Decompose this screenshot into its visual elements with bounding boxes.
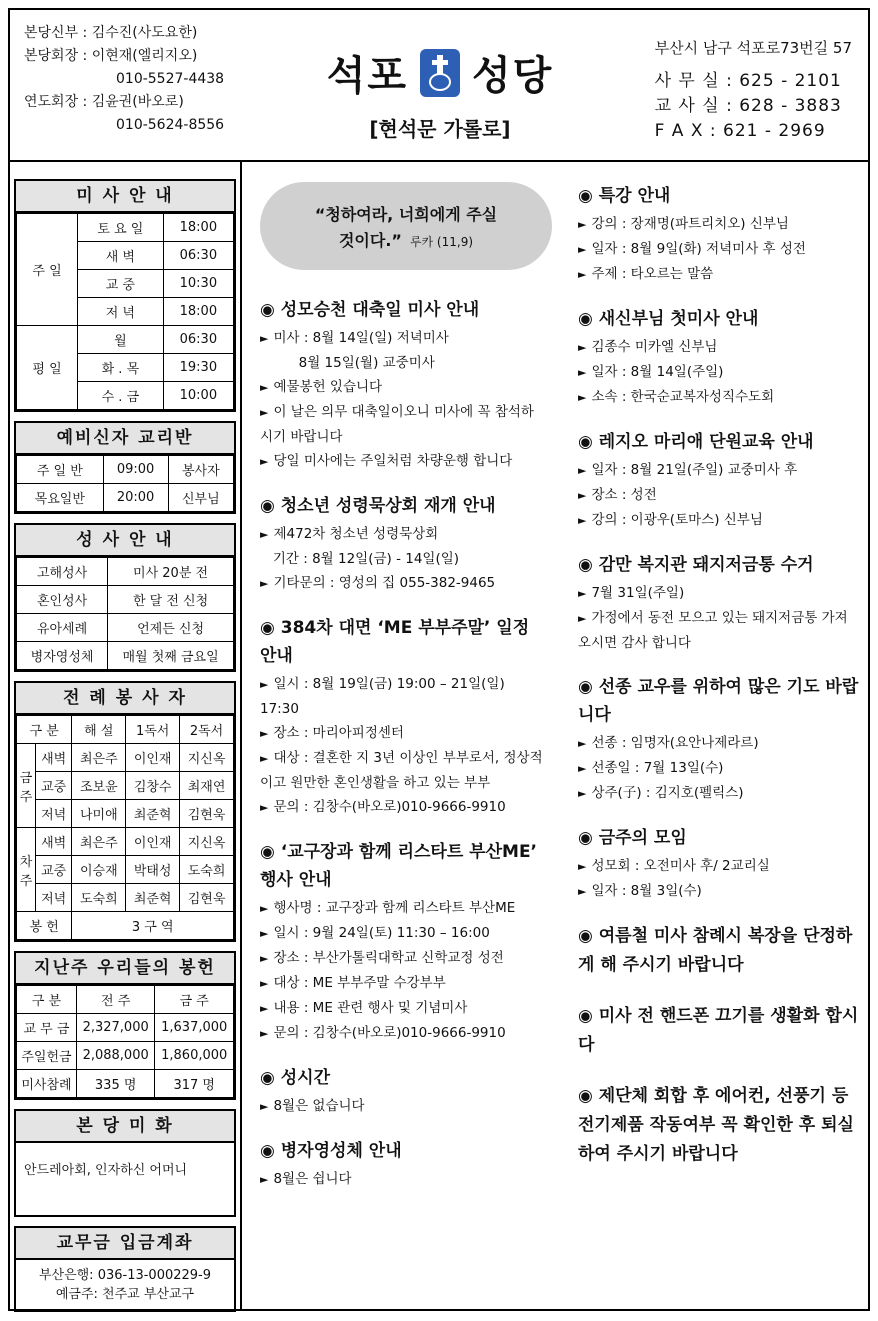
title-right: 성당 — [472, 53, 554, 99]
table-cell: 지신옥 — [180, 828, 234, 856]
bold-notice: ◉ 여름철 미사 참례시 복장을 단정하게 해 주시기 바랍니다 — [578, 926, 853, 975]
notice-item: ► 일자 : 8월 14일(주일) — [578, 360, 860, 385]
church-title — [310, 44, 570, 142]
notice-item: ► 주제 : 타오르는 말씀 — [578, 262, 860, 287]
notice-item: 8월 15일(월) 교중미사 — [260, 355, 435, 371]
notice-item: ► 일시 : 8월 19일(금) 19:00 – 21일(일) 17:30 — [260, 672, 546, 721]
table-cell: 봉사자 — [168, 456, 233, 484]
table-cell: 유아세례 — [17, 614, 108, 642]
table-cell: 교중 — [36, 856, 72, 884]
notice-section — [578, 824, 860, 904]
bank-account: 부산은행: 036-13-000229-9 — [38, 1268, 212, 1283]
table-cell: 최은주 — [72, 828, 126, 856]
table-cell: 2,327,000 — [76, 1014, 155, 1042]
bulletin-page — [8, 8, 870, 1311]
section-heading: ◉ 특강 안내 — [578, 186, 671, 206]
mass-time: 06:30 — [163, 242, 233, 270]
mass-slot: 화 . 목 — [78, 354, 164, 382]
group-label: 금주 — [17, 744, 36, 828]
table-cell: 매월 첫째 금요일 — [108, 642, 234, 670]
table-cell: 목요일반 — [17, 484, 104, 512]
table-cell: 20:00 — [103, 484, 168, 512]
offer-value: 3 구 역 — [72, 912, 234, 940]
notice-item: ► 강의 : 이광우(토마스) 신부님 — [578, 508, 860, 533]
table-cell: 미사참례 — [17, 1070, 77, 1098]
section-heading: ◉ 성모승천 대축일 미사 안내 — [260, 300, 480, 320]
notice-item: ► 예물봉헌 있습니다 — [260, 375, 546, 400]
section-heading: ◉ 병자영성체 안내 — [260, 1141, 402, 1161]
notice-item: ► 일시 : 9월 24일(토) 11:30 – 16:00 — [260, 921, 546, 946]
table-cell: 김현욱 — [180, 800, 234, 828]
notice-item: ► 문의 : 김창수(바오로)010-9666-9910 — [260, 1021, 546, 1046]
sunday-label: 주 일 — [17, 214, 78, 326]
offering-summary — [14, 951, 236, 1100]
table-cell: 신부님 — [168, 484, 233, 512]
mass-schedule — [14, 179, 236, 412]
mass-slot: 새 벽 — [78, 242, 164, 270]
address: 부산시 남구 석포로73번길 57 — [654, 39, 852, 57]
staff-list — [24, 22, 224, 137]
notice-section — [578, 182, 860, 287]
notice-item: ► 행사명 : 교구장과 함께 리스타트 부산ME — [260, 896, 546, 921]
notice-item: ► 선종 : 임명자(요안나제라르) — [578, 731, 860, 756]
notice-item: ► 성모회 : 오전미사 후/ 2교리실 — [578, 854, 860, 879]
sacrament-title: 성 사 안 내 — [16, 525, 234, 557]
table-cell: 새벽 — [36, 744, 72, 772]
table-cell: 병자영성체 — [17, 642, 108, 670]
table-header: 구 분 — [17, 716, 72, 744]
header — [10, 10, 868, 162]
mass-slot: 저 녁 — [78, 298, 164, 326]
table-cell: 09:00 — [103, 456, 168, 484]
section-heading: ◉ 레지오 마리애 단원교육 안내 — [578, 432, 814, 452]
notice-item: ► 일자 : 8월 9일(화) 저녁미사 후 성전 — [578, 237, 860, 262]
table-cell: 최준혁 — [126, 800, 180, 828]
staff-pastor: 본당신부 : 김수진(사도요한) — [24, 25, 198, 41]
catechumen-class — [14, 421, 236, 514]
notice-item: ► 장소 : 마리아피정센터 — [260, 721, 546, 746]
table-header: 1독서 — [126, 716, 180, 744]
table-cell: 고해성사 — [17, 558, 108, 586]
office-phone: 사 무 실 : 625 - 2101 — [654, 71, 842, 91]
notice-item: ► 당일 미사에는 주일처럼 차량운행 합니다 — [260, 449, 546, 474]
notice-section — [578, 551, 860, 655]
table-header: 구 분 — [17, 986, 77, 1014]
section-heading: ◉ 청소년 성령묵상회 재개 안내 — [260, 496, 496, 516]
notice-item: ► 상주(子) : 김지호(펠릭스) — [578, 781, 860, 806]
quote-line-2: 것이다.” — [338, 231, 402, 250]
table-cell: 317 명 — [155, 1070, 234, 1098]
table-cell: 저녁 — [36, 800, 72, 828]
notice-item: ► 7월 31일(주일) — [578, 581, 860, 606]
notice-section — [578, 673, 860, 806]
table-cell: 최은주 — [72, 744, 126, 772]
table-cell: 주일헌금 — [17, 1042, 77, 1070]
table-cell: 최준혁 — [126, 884, 180, 912]
notice-item: ► 장소 : 성전 — [578, 483, 860, 508]
table-cell: 저녁 — [36, 884, 72, 912]
table-cell: 새벽 — [36, 828, 72, 856]
section-heading: ◉ 성시간 — [260, 1068, 331, 1088]
notice-section — [260, 838, 546, 1046]
scripture-quote — [260, 182, 552, 270]
notice-section — [260, 296, 546, 474]
table-cell: 나미애 — [72, 800, 126, 828]
table-cell: 335 명 — [76, 1070, 155, 1098]
table-cell: 지신옥 — [180, 744, 234, 772]
mass-slot: 교 중 — [78, 270, 164, 298]
bold-notice: ◉ 제단체 회합 후 에어컨, 선풍기 등 전기제품 작동여부 꼭 확인한 후 퇴실하여 주시기 바랍니다 — [578, 1086, 854, 1164]
table-cell: 주 일 반 — [17, 456, 104, 484]
prayer-title: 본 당 미 화 — [16, 1111, 234, 1143]
table-cell: 1,860,000 — [155, 1042, 234, 1070]
notice-item: ► 문의 : 김창수(바오로)010-9666-9910 — [260, 795, 546, 820]
staff-district-head: 연도회장 : 김윤권(바오로) — [24, 94, 184, 110]
notice-section — [260, 1137, 546, 1192]
contact-info — [655, 36, 852, 144]
notice-section — [260, 492, 546, 596]
prayer-text: 안드레아회, 인자하신 어머니 — [24, 1163, 188, 1178]
staff-district-phone: 010-5624-8556 — [116, 117, 225, 133]
column-divider — [240, 160, 242, 1311]
sacrament-info — [14, 523, 236, 672]
notice-item: ► 선종일 : 7월 13일(수) — [578, 756, 860, 781]
notice-item: ► 일자 : 8월 21일(주일) 교중미사 후 — [578, 458, 860, 483]
mass-time: 18:00 — [163, 214, 233, 242]
donation-account — [14, 1226, 236, 1312]
table-header: 전 주 — [76, 986, 155, 1014]
notice-section — [578, 428, 860, 533]
table-cell: 박태성 — [126, 856, 180, 884]
mass-time: 10:00 — [163, 382, 233, 410]
notice-section — [578, 305, 860, 410]
table-cell: 1,637,000 — [155, 1014, 234, 1042]
liturgy-servers — [14, 681, 236, 942]
notice-item: ► 이 날은 의무 대축일이오니 미사에 꼭 참석하시기 바랍니다 — [260, 400, 546, 449]
notice-item: ► 대상 : 결혼한 지 3년 이상인 부부로서, 정상적이고 원만한 혼인생활을 하고 있는 부부 — [260, 746, 546, 795]
offer-label: 봉 헌 — [17, 912, 72, 940]
staff-president: 본당회장 : 이현재(엘리지오) — [24, 48, 198, 64]
table-cell: 도숙희 — [72, 884, 126, 912]
table-cell: 이승재 — [72, 856, 126, 884]
notice-column-1 — [260, 182, 546, 1210]
notice-item: ► 8월은 없습니다 — [260, 1094, 546, 1119]
fax-number: F A X : 621 - 2969 — [654, 121, 826, 141]
table-cell: 김창수 — [126, 772, 180, 800]
table-header: 해 설 — [72, 716, 126, 744]
section-heading: ◉ 감만 복지관 돼지저금통 수거 — [578, 555, 814, 575]
teacher-phone: 교 사 실 : 628 - 3883 — [654, 96, 842, 116]
notice-item: ► 일자 : 8월 3일(수) — [578, 879, 860, 904]
notice-item: ► 내용 : ME 관련 행사 및 기념미사 — [260, 996, 546, 1021]
notice-item: ► 기타문의 : 영성의 집 055-382-9465 — [260, 571, 546, 596]
notice-item: ► 장소 : 부산가톨릭대학교 신학교정 성전 — [260, 946, 546, 971]
table-cell: 교 무 금 — [17, 1014, 77, 1042]
notice-item: 기간 : 8월 12일(금) - 14일(일) — [260, 551, 460, 567]
table-cell: 이인재 — [126, 744, 180, 772]
offering-title: 지난주 우리들의 봉헌 — [16, 953, 234, 985]
account-holder: 예금주: 천주교 부산교구 — [55, 1287, 195, 1302]
table-cell: 교중 — [36, 772, 72, 800]
staff-president-phone: 010-5527-4438 — [116, 71, 225, 87]
section-heading: ◉ 금주의 모임 — [578, 828, 687, 848]
mass-slot: 월 — [78, 326, 164, 354]
table-cell: 도숙희 — [180, 856, 234, 884]
notice-section — [260, 1064, 546, 1119]
church-cross-icon — [420, 49, 460, 97]
section-heading: ◉ ‘교구장과 함께 리스타트 부산ME’ 행사 안내 — [260, 842, 538, 890]
table-cell: 김현욱 — [180, 884, 234, 912]
table-cell: 한 달 전 신청 — [108, 586, 234, 614]
account-title: 교무금 입금계좌 — [16, 1228, 234, 1260]
catechumen-title: 예비신자 교리반 — [16, 423, 234, 455]
table-header: 금 주 — [155, 986, 234, 1014]
table-cell: 이인재 — [126, 828, 180, 856]
quote-line-1: “청하여라, 너희에게 주실 — [314, 205, 498, 224]
notice-item: ► 제472차 청소년 성령묵상회 — [260, 522, 546, 547]
notice-item: ► 미사 : 8월 14일(일) 저녁미사 — [260, 326, 546, 351]
table-cell: 최재연 — [180, 772, 234, 800]
table-cell: 조보윤 — [72, 772, 126, 800]
bold-notice: ◉ 미사 전 핸드폰 끄기를 생활화 합시다 — [578, 1006, 859, 1055]
notice-column-2 — [578, 182, 860, 1191]
notice-item: ► 가정에서 동전 모으고 있는 돼지저금통 가져오시면 감사 합니다 — [578, 606, 860, 655]
mass-time: 19:30 — [163, 354, 233, 382]
group-label: 차주 — [17, 828, 36, 912]
notice-item: ► 대상 : ME 부부주말 수강부부 — [260, 971, 546, 996]
section-heading: ◉ 새신부님 첫미사 안내 — [578, 309, 759, 329]
servers-title: 전 례 봉 사 자 — [16, 683, 234, 715]
table-cell: 2,088,000 — [76, 1042, 155, 1070]
notice-item: ► 소속 : 한국순교복자성직수도회 — [578, 385, 860, 410]
weekday-label: 평 일 — [17, 326, 78, 410]
section-heading: ◉ 384차 대면 ‘ME 부부주말’ 일정 안내 — [260, 618, 530, 666]
notice-item: ► 김종수 미카엘 신부님 — [578, 335, 860, 360]
sidebar — [14, 179, 236, 1321]
table-header: 2독서 — [180, 716, 234, 744]
mass-slot: 토 요 일 — [78, 214, 164, 242]
prayer-intention — [14, 1109, 236, 1217]
title-left: 석포 — [326, 53, 408, 99]
notice-item: ► 강의 : 장재명(파트리치오) 신부님 — [578, 212, 860, 237]
mass-time: 10:30 — [163, 270, 233, 298]
section-heading: ◉ 선종 교우를 위하여 많은 기도 바랍니다 — [578, 677, 859, 725]
notice-section — [260, 614, 546, 820]
mass-slot: 수 . 금 — [78, 382, 164, 410]
notice-item: ► 8월은 쉽니다 — [260, 1167, 546, 1192]
quote-reference: 루카 (11,9) — [409, 235, 474, 249]
patron-subtitle: [현석문 가롤로] — [369, 117, 511, 141]
mass-time: 18:00 — [163, 298, 233, 326]
table-cell: 미사 20분 전 — [108, 558, 234, 586]
mass-time: 06:30 — [163, 326, 233, 354]
table-cell: 혼인성사 — [17, 586, 108, 614]
table-cell: 언제든 신청 — [108, 614, 234, 642]
mass-title: 미 사 안 내 — [16, 181, 234, 213]
